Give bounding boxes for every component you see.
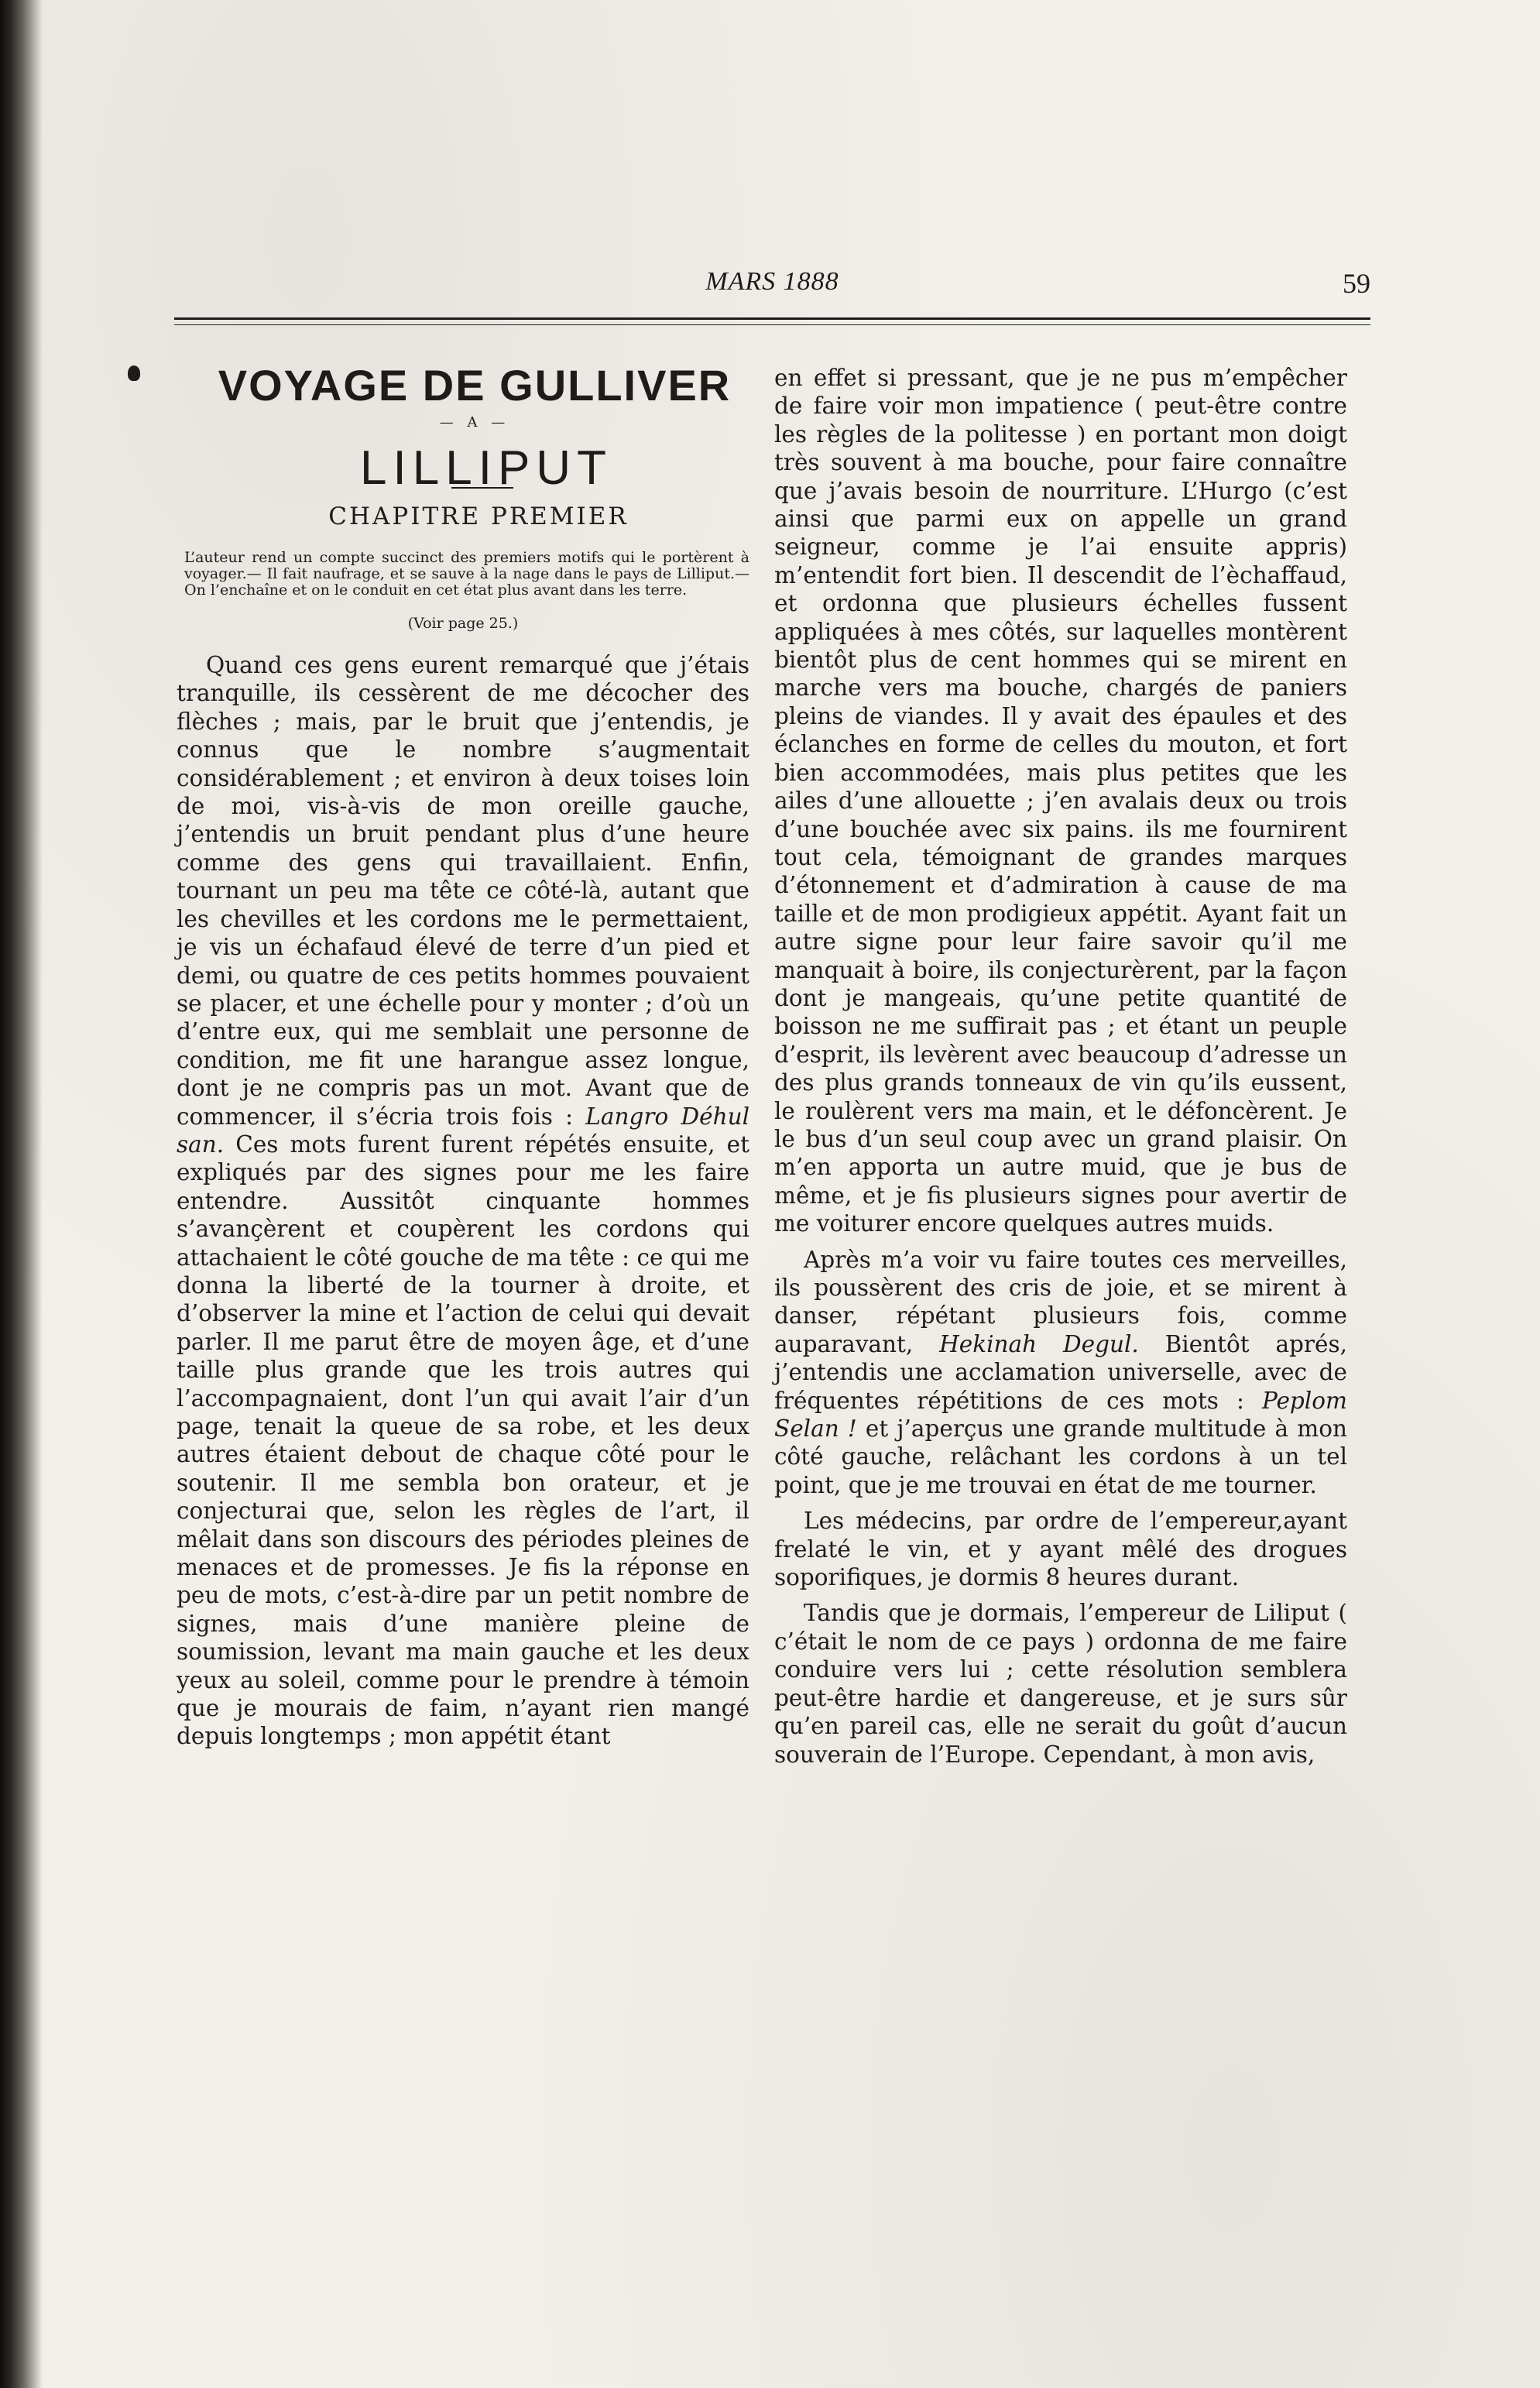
page-reference: (Voir page 25.) [407,614,519,632]
foreign-phrase: Langro Déhul san. [177,1103,749,1158]
running-header [174,267,1370,297]
body-paragraph [177,651,749,1751]
paragraph-text: Après m’a voir vu faire toutes ces merveilles, ils poussèrent des cris de joie, et se mirent à danser, répétant plusieurs fois, comme auparavant, [774,1246,1347,1357]
scan-edge-shadow [0,0,43,2388]
paragraph-text: Ces mots furent furent répétés ensuite, et expliqués par des signes pour me les faire entendre. Aussitôt cinquante hommes s’avançèrent et coupèrent les cordons qui attachaient le côté gouche de ma tête : ce qui me donna la liberté de la tourner à droite, et d’observer la mine et l’action de celui qui devait parler. Il me parut être de moyen âge, et d’une taille plus grande que les trois autres qui l’accompagnaient, dont l’un qui avait l’air d’un page, tenait la queue de sa robe, et les deux autres étaient debout de chaque côté pour le soutenir. Il me sembla bon orateur, et je conjecturai que, selon les règles de l’art, il mêlait dans son discours des périodes pleines de menaces et de promesses. Je fis la réponse en peu de mots, c’est-à-dire par un petit nombre de signes, mais d’une manière pleine de soumission, levant ma main gauche et les deux yeux au soleil, comme pour le prendre à témoin que je mourais de faim, n’ayant rien mangé depuis longtemps ; mon appétit étant [177,1131,749,1750]
body-paragraph: en effet si pressant, que je ne pus m’empêcher de faire voir mon impatience ( peut-être contre les règles de la politesse ) en portant mon doigt très souvent à ma bouche, pour faire connaître que j’avais besoin de nourriture. L’Hurgo (c’est ainsi que parmi eux on appelle un grand seigneur, comme je l’ai ensuite appris) m’entendit fort bien. Il descendit de l’èchaffaud, et ordonna que plusieurs échelles fussent appliquées à mes côtés, sur laquelles montèrent bientôt plus de cent hommes qui se mirent en marche vers ma bouche, chargés de paniers pleins de viandes. Il y avait des épaules et des éclanches en forme de celles du mouton, et fort bien accommodées, mais plus petites que les ailes d’une allouette ; j’en avalais deux ou trois d’une bouchée avec six pains. ils me fournirent tout cela, témoignant de grandes marques d’étonnement et d’admiration à cause de ma taille et de mon prodigieux appétit. Ayant fait un autre signe pour leur faire savoir qu’il me manquait à boire, ils conjecturèrent, par la façon dont je mangeais, qu’une petite quantité de boisson ne me suffirait pas ; et étant un peuple d’esprit, ils levèrent avec beaucoup d’adresse un des plus grands tonneaux de vin qu’ils eussent, le roulèrent vers ma main, et le défoncèrent. Je le bus d’un seul coup avec un grand plaisir. On m’en apporta un autre muid, que je bus de même, et je fis plusieurs signes pour avertir de me voiturer encore quelques autres muids. [774,365,1347,1237]
paragraph-text: Quand ces gens eurent remarqué que j’étais tranquille, ils cessèrent de me décocher des flèches ; mais, par le bruit que j’entendis, je connus que le nombre s’augmentait considérablement ; et environ à deux toises loin de moi, vis-à-vis de mon oreille gauche, j’entendis un bruit pendant plus d’une heure comme des gens qui travaillaient. Enfin, tournant un peu ma tête ce côté-là, autant que les chevilles et les cordons me le permettaient, je vis un échafaud élevé de terre d’un pied et demi, ou quatre de ces petits hommes pouvaient se placer, et une échelle pour y monter ; d’où un d’entre eux, qui me semblait une personne de condition, me fit une harangue assez longue, dont je ne compris pas un mot. Avant que de commencer, il s’écria trois fois : [177,652,749,1130]
header-rule [174,317,1370,325]
chapter-heading: CHAPITRE PREMIER [328,503,629,531]
page-number: 59 [1343,268,1370,299]
article-title: VOYAGE DE GULLIVER [218,361,732,410]
right-column [774,364,1347,1769]
article-subtitle: LILLIPUT [360,441,612,495]
body-paragraph: Tandis que je dormais, l’empereur de Liliput ( c’était le nom de ce pays ) ordonna de me faire conduire vers lui ; cette résolution semblera peut-être hardie et dangereuse, et je surs sûr qu’en pareil cas, elle ne serait du goût d’aucun souverain de l’Europe. Cependant, à mon avis, [774,1600,1347,1768]
body-paragraph: Les médecins, par ordre de l’empereur,ayant frelaté le vin, et y ayant mêlé des drogues soporifiques, je dormis 8 heures durant. [774,1508,1347,1591]
foreign-phrase: Hekinah Degul. [939,1330,1139,1357]
chapter-summary: L’auteur rend un compte succinct des premiers motifs qui le portèrent à voyager.— Il fait naufrage, et se sauve à la nage dans le pays de Lilliput.— On l’enchaîne et on le conduit en cet état plus avant dans les terre. [184,548,749,599]
title-ornament: — A — [439,414,510,431]
body-paragraph [774,1246,1347,1500]
paragraph-text: Bientôt aprés, j’entendis une acclamation universelle, avec de fréquentes répétitions de ces mots : [774,1330,1347,1414]
left-column [177,361,749,1751]
running-head: MARS 1888 [705,267,839,296]
ink-mark-icon [128,365,140,381]
foreign-phrase: Peplom Selan ! [774,1387,1347,1443]
paragraph-text: et j’aperçus une grande multitude à mon côté gauche, relâchant les cordons à un tel point, que je me trouvai en état de me tourner. [774,1415,1347,1498]
